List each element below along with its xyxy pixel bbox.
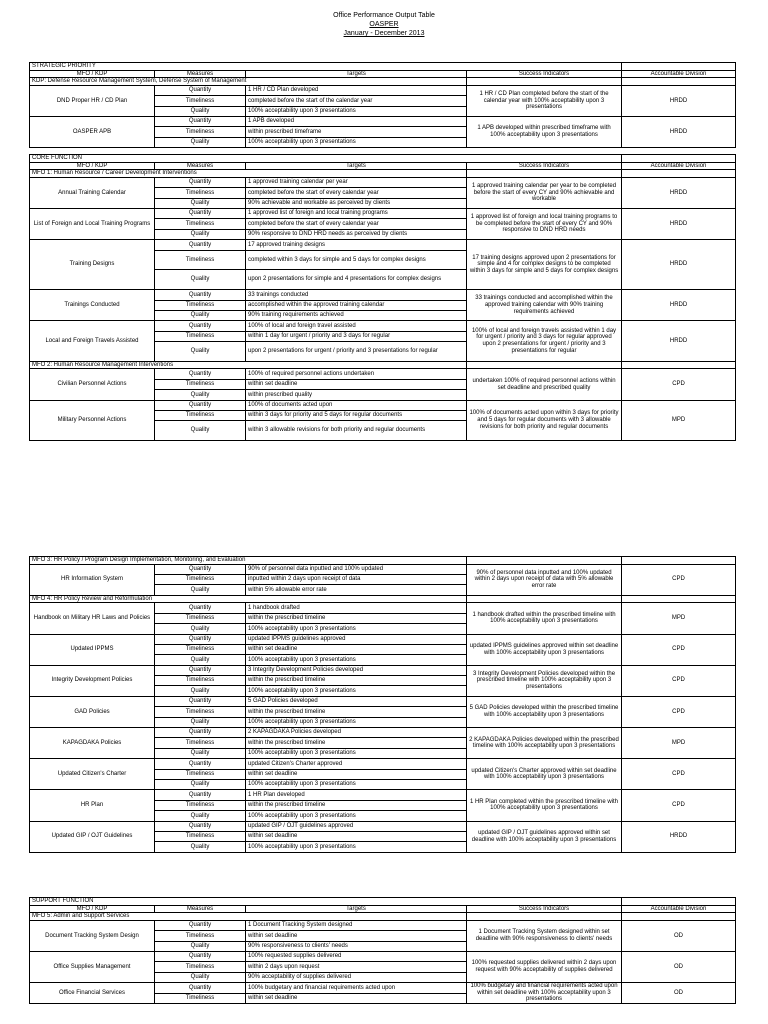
column-header: MFO / KDP [30,905,155,913]
target: within set deadline [246,379,467,389]
target: 100% acceptability upon 3 presentations [246,655,467,665]
measure: Quality [155,270,246,290]
group-label: MFO 3: HR Policy / Program Design Implementation, Monitoring, and Evaluation [30,557,467,565]
accountable-division: MPD [622,603,736,634]
table-strategic-core [29,62,736,441]
target: 90% responsive to DND HRD needs as perceived by clients [246,229,467,239]
measure: Quality [155,717,246,727]
measure: Quality [155,390,246,400]
accountable-division: CPD [622,790,736,821]
accountable-division: MPD [622,728,736,759]
period: January - December 2013 [343,30,425,37]
group-label: MFO 1: Human Resource / Career Development Interventions [30,170,467,178]
empty-cell [467,361,622,369]
target: 2 KAPAGDAKA Policies developed [246,728,467,738]
measure: Timeliness [155,127,246,137]
success-indicator: 1 Document Tracking System designed within set deadline with 90% responsiveness to clients' needs [467,920,622,951]
target: within 1 day for urgent / priority and 3 days for regular [246,331,467,341]
mfo-name: Military Personnel Actions [30,400,155,441]
measure: Timeliness [155,219,246,229]
target: 100% acceptability upon 3 presentations [246,780,467,790]
accountable-division: CPD [622,665,736,696]
table-mfo3-mfo4 [29,556,736,853]
table-row [30,116,736,126]
spacer [30,148,736,155]
measure: Quantity [155,920,246,930]
success-indicator: 1 approved list of foreign and local training programs to be completed before the start of every CY and 90% responsive to DND HRD needs [467,209,622,240]
success-indicator: 2 KAPAGDAKA Policies developed within the prescribed timeline with 100% acceptability upon 3 presentations [467,728,622,759]
table-row [30,209,736,219]
accountable-division: HRDD [622,209,736,240]
success-indicator: updated IPPMS guidelines approved within set deadline with 100% acceptability upon 3 presentations [467,634,622,665]
measure: Timeliness [155,300,246,310]
section-core-function: CORE FUNCTION [30,155,622,163]
target: completed before the start of every calendar year [246,188,467,198]
column-header: MFO / KDP [30,162,155,170]
target: within 5% allowable error rate [246,585,467,595]
column-header: Accountable Division [622,162,736,170]
target: 1 approved list of foreign and local training programs [246,209,467,219]
mfo-name: OASPER APB [30,116,155,147]
group-row [30,361,736,369]
group-row [30,913,736,921]
table-row [30,321,736,331]
measure: Timeliness [155,738,246,748]
measure: Quality [155,342,246,362]
accountable-division: HRDD [622,177,736,208]
measure: Timeliness [155,800,246,810]
group-label: MFO 2: Human Resource Management Interventions [30,361,467,369]
column-header: Targets [246,70,467,78]
mfo-name: Civilian Personnel Actions [30,369,155,400]
target: within set deadline [246,769,467,779]
empty-cell [622,78,736,86]
measure: Timeliness [155,331,246,341]
target: 90% acceptability of supplies delivered [246,972,467,982]
success-indicator: undertaken 100% of required personnel actions within set deadline and prescribed quality [467,369,622,400]
target: 100% of documents acted upon [246,400,467,410]
target: 100% of local and foreign travel assisted [246,321,467,331]
target: 5 GAD Policies developed [246,696,467,706]
target: 100% acceptability upon 3 presentations [246,748,467,758]
measure: Timeliness [155,676,246,686]
target: 100% acceptability upon 3 presentations [246,137,467,147]
measure: Quantity [155,400,246,410]
target: within 2 days upon request [246,962,467,972]
mfo-name: Updated Citizen's Charter [30,759,155,790]
success-indicator: 17 training designs approved upon 2 presentations for simple and 4 for complex designs to be completed within 3 days for simple and 5 days for complex designs [467,240,622,290]
table-row [30,564,736,574]
measure: Timeliness [155,96,246,106]
measure: Quantity [155,665,246,675]
target: within set deadline [246,644,467,654]
group-row [30,170,736,178]
target: updated GIP / OJT guidelines approved [246,821,467,831]
measure: Quality [155,421,246,441]
measure: Quantity [155,240,246,250]
target: within the prescribed timeline [246,676,467,686]
measure: Quality [155,106,246,116]
measure: Timeliness [155,411,246,421]
success-indicator: updated Citizen's Charter approved within set deadline with 100% acceptability upon 3 presentations [467,759,622,790]
empty-cell [622,170,736,178]
measure: Quality [155,972,246,982]
measure: Quality [155,198,246,208]
target: 1 Document Tracking System designed [246,920,467,930]
office-name: OASPER [369,21,399,28]
empty-cell [467,557,622,565]
measure: Timeliness [155,188,246,198]
target: completed before the start of every calendar year [246,219,467,229]
success-indicator: 33 trainings conducted and accomplished within the approved training calendar with 90% training requirements achieved [467,290,622,321]
measure: Quantity [155,177,246,187]
mfo-name: Handbook on Military HR Laws and Policies [30,603,155,634]
measure: Quality [155,748,246,758]
empty-cell [467,913,622,921]
measure: Quantity [155,951,246,961]
column-header: Success Indicators [467,70,622,78]
section-strategic-priority: STRATEGIC PRIORITY [30,63,622,71]
group-label: MFO 5: Admin and Support Services [30,913,467,921]
table-row [30,696,736,706]
success-indicator: 5 GAD Policies developed within the prescribed timeline with 100% acceptability upon 3 presentations [467,696,622,727]
target: completed within 3 days for simple and 5 days for complex designs [246,250,467,270]
measure: Quality [155,686,246,696]
measure: Timeliness [155,962,246,972]
table-row [30,369,736,379]
accountable-division: HRDD [622,290,736,321]
mfo-name: Office Supplies Management [30,951,155,982]
measure: Timeliness [155,613,246,623]
target: 1 HR Plan developed [246,790,467,800]
accountable-division: HRDD [622,85,736,116]
document-title: Office Performance Output Table [333,12,435,19]
table-row [30,177,736,187]
measure: Quality [155,811,246,821]
target: within prescribed timeframe [246,127,467,137]
group-label: MFO 4: HR Policy Review and Reformulation [30,595,467,603]
measure: Quantity [155,728,246,738]
column-header: Accountable Division [622,905,736,913]
success-indicator: 1 HR Plan completed within the prescribed timeline with 100% acceptability upon 3 presentations [467,790,622,821]
table-row [30,85,736,95]
measure: Quality [155,624,246,634]
measure: Timeliness [155,931,246,941]
measure: Quality [155,780,246,790]
target: 90% responsiveness to clients' needs [246,941,467,951]
group-row [30,78,736,86]
mfo-name: Office Financial Services [30,983,155,1004]
target: 90% of personnel data inputted and 100% updated [246,564,467,574]
mfo-name: Document Tracking System Design [30,920,155,951]
empty-cell [622,913,736,921]
column-header: Measures [155,162,246,170]
measure: Quantity [155,696,246,706]
target: within 3 days for priority and 5 days for regular documents [246,411,467,421]
column-header: Accountable Division [622,70,736,78]
target: 100% acceptability upon 3 presentations [246,106,467,116]
table-row [30,603,736,613]
target: within the prescribed timeline [246,707,467,717]
target: 100% budgetary and financial requirements acted upon [246,983,467,993]
measure: Quantity [155,321,246,331]
measure: Quantity [155,85,246,95]
column-header: MFO / KDP [30,70,155,78]
column-header: Measures [155,905,246,913]
accountable-division: CPD [622,564,736,595]
mfo-name: Updated IPPMS [30,634,155,665]
measure: Timeliness [155,250,246,270]
measure: Quantity [155,369,246,379]
accountable-division: HRDD [622,321,736,362]
group-row [30,595,736,603]
measure: Timeliness [155,379,246,389]
target: within prescribed quality [246,390,467,400]
measure: Timeliness [155,993,246,1003]
measure: Quality [155,229,246,239]
mfo-name: DND Proper HR / CD Plan [30,85,155,116]
target: within 3 allowable revisions for both priority and regular documents [246,421,467,441]
accountable-division: HRDD [622,821,736,852]
header-row [30,905,736,913]
measure: Quantity [155,983,246,993]
measure: Quantity [155,290,246,300]
measure: Quantity [155,209,246,219]
target: within set deadline [246,993,467,1003]
measure: Quality [155,310,246,320]
table-row [30,920,736,930]
target: upon 2 presentations for simple and 4 presentations for complex designs [246,270,467,290]
column-header: Targets [246,905,467,913]
empty-cell [622,155,736,163]
success-indicator: 1 handbook drafted within the prescribed timeline with 100% acceptability upon 3 presentations [467,603,622,634]
mfo-name: Local and Foreign Travels Assisted [30,321,155,362]
measure: Quantity [155,564,246,574]
target: 90% training requirements achieved [246,310,467,320]
table-row [30,400,736,410]
target: inputted within 2 days upon receipt of data [246,574,467,584]
table-row [30,951,736,961]
target: 90% achievable and workable as perceived by clients [246,198,467,208]
target: 100% acceptability upon 3 presentations [246,842,467,852]
target: 100% acceptability upon 3 presentations [246,717,467,727]
success-indicator: 90% of personnel data inputted and 100% updated within 2 days upon receipt of data with 5% allowable error rate [467,564,622,595]
accountable-division: OD [622,920,736,951]
table-row [30,665,736,675]
table-row [30,634,736,644]
column-header: Targets [246,162,467,170]
measure: Timeliness [155,831,246,841]
target: 100% acceptability upon 3 presentations [246,811,467,821]
accountable-division: OD [622,983,736,1004]
success-indicator: 3 Integrity Development Policies developed within the prescribed timeline with 100% acceptability upon 3 presentations [467,665,622,696]
section-row [30,898,736,906]
mfo-name: Trainings Conducted [30,290,155,321]
target: 33 trainings conducted [246,290,467,300]
group-label: KDP: Defense Resource Management System, Defense System of Management [30,78,467,86]
column-header: Success Indicators [467,905,622,913]
column-header: Success Indicators [467,162,622,170]
target: 100% acceptability upon 3 presentations [246,624,467,634]
mfo-name: GAD Policies [30,696,155,727]
empty-cell [467,595,622,603]
column-header: Measures [155,70,246,78]
success-indicator: 100% requested supplies delivered within 2 days upon request with 90% acceptability of supplies delivered [467,951,622,982]
table-row [30,290,736,300]
empty-cell [622,595,736,603]
section-row [30,63,736,71]
header-row [30,70,736,78]
accountable-division: CPD [622,696,736,727]
empty-cell [622,63,736,71]
target: 100% of required personnel actions undertaken [246,369,467,379]
group-row [30,557,736,565]
empty-cell [622,361,736,369]
target: within set deadline [246,831,467,841]
measure: Quantity [155,759,246,769]
accountable-division: CPD [622,634,736,665]
success-indicator: 1 HR / CD Plan completed before the start of the calendar year with 100% acceptability upon 3 presentations [467,85,622,116]
measure: Quantity [155,790,246,800]
mfo-name: Updated GIP / OJT Guidelines [30,821,155,852]
target: completed before the start of the calendar year [246,96,467,106]
accountable-division: CPD [622,369,736,400]
measure: Quantity [155,116,246,126]
target: 100% acceptability upon 3 presentations [246,686,467,696]
measure: Quality [155,137,246,147]
accountable-division: HRDD [622,116,736,147]
section-support-function: SUPPORT FUNCTION [30,898,622,906]
success-indicator: 1 approved training calendar per year to be completed before the start of every CY and 90% achievable and workable [467,177,622,208]
target: within the prescribed timeline [246,738,467,748]
target: updated IPPMS guidelines approved [246,634,467,644]
table-row [30,983,736,993]
section-row [30,155,736,163]
measure: Timeliness [155,644,246,654]
measure: Quality [155,585,246,595]
table-row [30,728,736,738]
mfo-name: List of Foreign and Local Training Programs [30,209,155,240]
table-row [30,790,736,800]
measure: Quality [155,655,246,665]
measure: Quality [155,941,246,951]
mfo-name: KAPAGDAKA Policies [30,728,155,759]
target: within the prescribed timeline [246,613,467,623]
target: 1 handbook drafted [246,603,467,613]
mfo-name: HR Plan [30,790,155,821]
target: 3 Integrity Development Policies developed [246,665,467,675]
success-indicator: updated GIP / OJT guidelines approved within set deadline with 100% acceptability upon 3 presentations [467,821,622,852]
accountable-division: OD [622,951,736,982]
target: 100% requested supplies delivered [246,951,467,961]
mfo-name: HR Information System [30,564,155,595]
measure: Quantity [155,821,246,831]
table-row [30,821,736,831]
table-row [30,759,736,769]
measure: Quality [155,842,246,852]
success-indicator: 100% budgetary and financial requirements acted upon within set deadline with 100% acceptability upon 3 presentations [467,983,622,1004]
empty-cell [467,78,622,86]
empty-cell [622,557,736,565]
success-indicator: 1 APB developed within prescribed timeframe with 100% acceptability upon 3 presentations [467,116,622,147]
mfo-name: Training Designs [30,240,155,290]
measure: Timeliness [155,769,246,779]
target: 1 APB developed [246,116,467,126]
target: within the prescribed timeline [246,800,467,810]
table-support [29,897,736,1004]
target: updated Citizen's Charter approved [246,759,467,769]
target: upon 2 presentations for urgent / priority and 3 presentations for regular [246,342,467,362]
measure: Quantity [155,603,246,613]
table-row [30,240,736,250]
accountable-division: CPD [622,759,736,790]
measure: Timeliness [155,574,246,584]
mfo-name: Annual Training Calendar [30,177,155,208]
measure: Timeliness [155,707,246,717]
target: 1 approved training calendar per year [246,177,467,187]
target: 1 HR / CD Plan developed [246,85,467,95]
empty-cell [467,170,622,178]
accountable-division: HRDD [622,240,736,290]
measure: Quantity [155,634,246,644]
mfo-name: Integrity Development Policies [30,665,155,696]
target: accomplished within the approved training calendar [246,300,467,310]
target: within set deadline [246,931,467,941]
header-row [30,162,736,170]
success-indicator: 100% of local and foreign travels assisted within 1 day for urgent / priority and 3 days for regular approved upon 2 presentations for urgent / priority and 3 presentations for regular [467,321,622,362]
empty-cell [622,898,736,906]
target: 17 approved training designs [246,240,467,250]
success-indicator: 100% of documents acted upon within 3 days for priority and 5 days for regular documents with 3 allowable revisions for both priority and regular documents [467,400,622,441]
accountable-division: MPD [622,400,736,441]
